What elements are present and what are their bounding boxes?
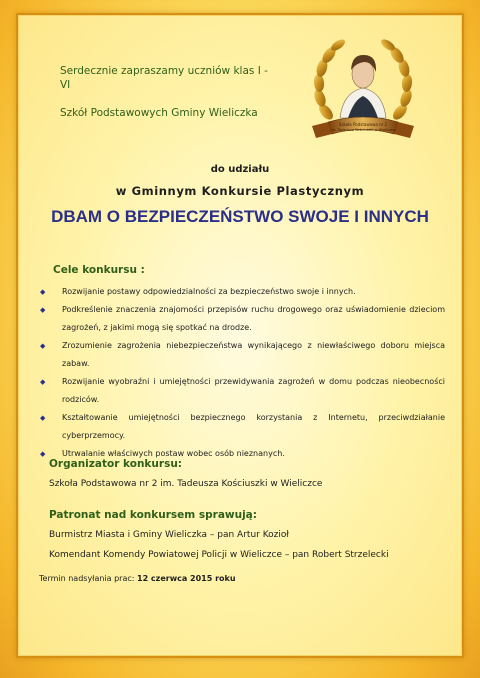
do-udzialu-text: do udziału <box>210 164 270 175</box>
diamond-bullet-icon: ◆ <box>40 450 46 458</box>
list-item: ◆ Rozwijanie wyobraźni i umiejętności przewidywania zagrożeń w domu podczas nieobecności rodziców. <box>40 373 445 409</box>
diamond-bullet-icon: ◆ <box>40 342 46 350</box>
diamond-bullet-icon: ◆ <box>40 288 46 296</box>
contest-name: w Gminnym Konkursie Plastycznym <box>115 184 365 198</box>
invite-line-1: Serdecznie zapraszamy uczniów klas I - VI <box>60 65 268 91</box>
portrait-laurel-emblem-icon <box>288 30 438 148</box>
intro-block <box>16 164 464 227</box>
list-item: ◆ Rozwijanie postawy odpowiedzialności za bezpieczeństwo swoje i innych. <box>40 283 445 301</box>
invite-line-2: Szkół Podstawowych Gminy Wieliczka <box>60 107 258 119</box>
emblem-ribbon-text-1: Szkoła Podstawowa nr 2 <box>338 122 388 127</box>
deadline-date: 12 czerwca 2015 roku <box>137 574 236 583</box>
diamond-bullet-icon: ◆ <box>40 306 46 314</box>
patronage-line-1: Burmistrz Miasta i Gminy Wieliczka – pan Artur Kozioł <box>49 530 289 540</box>
goals-list <box>40 283 445 463</box>
organizer-name: Szkoła Podstawowa nr 2 im. Tadeusza Kościuszki w Wieliczce <box>49 479 323 489</box>
organizer-heading: Organizator konkursu: <box>49 458 182 470</box>
patronage-heading: Patronat nad konkursem sprawują: <box>49 509 257 521</box>
invite-block <box>60 64 280 134</box>
list-item: ◆ Kształtowanie umiejętności bezpiecznego korzystania z Internetu, przeciwdziałanie cyberprzemocy. <box>40 409 445 445</box>
deadline-label: Termin nadsyłania prac: <box>39 574 135 583</box>
diamond-bullet-icon: ◆ <box>40 414 46 422</box>
list-item: ◆ Podkreślenie znaczenia znajomości przepisów ruchu drogowego oraz uświadomienie dzieciom zagrożeń, z jakimi mogą się spotkać na drodze. <box>40 301 445 337</box>
deadline-line <box>39 574 236 583</box>
list-item: ◆ Zrozumienie zagrożenia niebezpieczeństwa wynikającego z niewłaściwego doboru miejsca zabaw. <box>40 337 445 373</box>
diamond-bullet-icon: ◆ <box>40 378 46 386</box>
list-item: ◆ Utrwalanie właściwych postaw wobec osób nieznanych. <box>40 445 445 463</box>
patronage-line-2: Komendant Komendy Powiatowej Policji w Wieliczce – pan Robert Strzelecki <box>49 550 389 560</box>
emblem-ribbon-text-2: im. Tadeusza Kościuszki w Wieliczce <box>330 128 396 132</box>
page-title: DBAM O BEZPIECZEŃSTWO SWOJE I INNYCH <box>51 207 429 226</box>
goals-heading: Cele konkursu : <box>53 264 145 276</box>
